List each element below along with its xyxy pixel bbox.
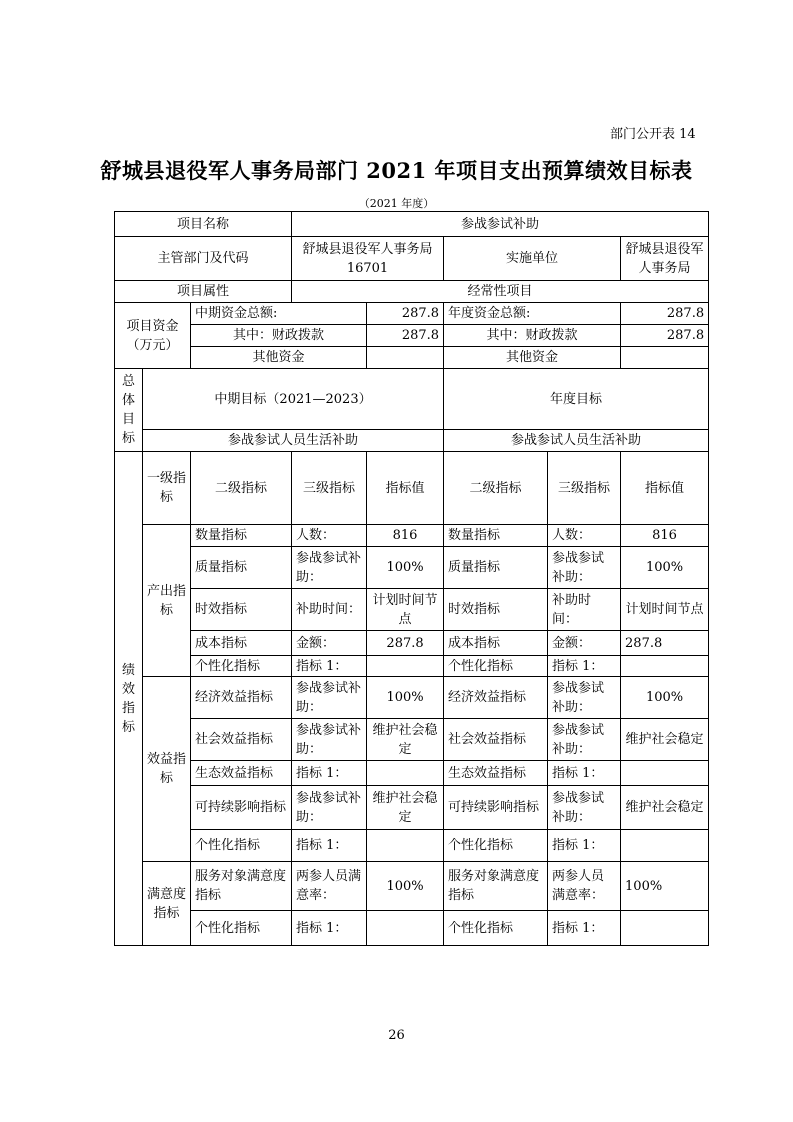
satisfaction-group-label: 满意度指标 bbox=[143, 862, 191, 946]
mid-goal-text: 参战参试人员生活补助 bbox=[143, 430, 444, 452]
table-row-l3: 金额： bbox=[292, 631, 367, 656]
table-row-value: 计划时间节点 bbox=[367, 589, 444, 631]
table-row-yl2: 可持续影响指标 bbox=[444, 786, 548, 830]
table-row-l3: 指标 1： bbox=[292, 911, 367, 946]
table-row-l2: 服务对象满意度指标 bbox=[191, 862, 292, 911]
table-row-value: 100% bbox=[367, 677, 444, 719]
table-row-yl2: 个性化指标 bbox=[444, 911, 548, 946]
table-row-yl3: 补助时间： bbox=[548, 589, 621, 631]
table-row-yvalue: 100% bbox=[621, 862, 709, 911]
table-row-value: 287.8 bbox=[367, 631, 444, 656]
table-row-value: 100% bbox=[367, 862, 444, 911]
table-row-yl3: 参战参试补助： bbox=[548, 786, 621, 830]
page-number: 26 bbox=[388, 1028, 405, 1043]
table-row-yvalue bbox=[621, 656, 709, 677]
mid-total-label: 中期资金总额: bbox=[191, 303, 367, 325]
project-name-value: 参战参试补助 bbox=[292, 212, 709, 237]
table-row-l3: 参战参试补助： bbox=[292, 547, 367, 589]
table-row-yl2: 社会效益指标 bbox=[444, 719, 548, 761]
performance-target-table bbox=[114, 211, 709, 946]
table-row-yl3: 指标 1： bbox=[548, 761, 621, 786]
header-value-mid: 指标值 bbox=[367, 452, 444, 525]
table-row-l2: 可持续影响指标 bbox=[191, 786, 292, 830]
table-row-value bbox=[367, 911, 444, 946]
page-subtitle: （2021 年度） bbox=[358, 197, 435, 210]
table-row-l3: 补助时间： bbox=[292, 589, 367, 631]
year-goal-text: 参战参试人员生活补助 bbox=[444, 430, 709, 452]
mid-other-value bbox=[367, 347, 444, 369]
overall-goal-label: 总体目标 bbox=[115, 369, 143, 452]
table-row-yl3: 指标 1： bbox=[548, 656, 621, 677]
table-row-l3: 参战参试补助： bbox=[292, 719, 367, 761]
mid-fiscal-value: 287.8 bbox=[367, 325, 444, 347]
attr-label: 项目属性 bbox=[115, 281, 292, 303]
table-row-yvalue bbox=[621, 761, 709, 786]
table-row-yvalue: 维护社会稳定 bbox=[621, 786, 709, 830]
year-total-value: 287.8 bbox=[621, 303, 709, 325]
table-row-yl3: 指标 1： bbox=[548, 911, 621, 946]
impl-label: 实施单位 bbox=[444, 237, 621, 281]
table-row-yl3: 指标 1： bbox=[548, 830, 621, 862]
table-row-yvalue: 100% bbox=[621, 547, 709, 589]
year-goal-header: 年度目标 bbox=[444, 369, 709, 430]
table-row-value: 816 bbox=[367, 525, 444, 547]
table-row-yl2: 个性化指标 bbox=[444, 656, 548, 677]
table-row-yl3: 参战参试补助： bbox=[548, 547, 621, 589]
mid-total-value: 287.8 bbox=[367, 303, 444, 325]
fund-label: 项目资金（万元） bbox=[115, 303, 191, 369]
table-row-yl3: 参战参试补助： bbox=[548, 677, 621, 719]
table-row-yl2: 生态效益指标 bbox=[444, 761, 548, 786]
table-row-l2: 经济效益指标 bbox=[191, 677, 292, 719]
table-row-l3: 指标 1： bbox=[292, 761, 367, 786]
table-row-yl2: 个性化指标 bbox=[444, 830, 548, 862]
table-row-yl2: 成本指标 bbox=[444, 631, 548, 656]
mid-fiscal-label: 其中：财政拨款 bbox=[191, 325, 367, 347]
year-total-label: 年度资金总额: bbox=[444, 303, 621, 325]
table-row-l3: 指标 1： bbox=[292, 656, 367, 677]
table-row-yvalue bbox=[621, 830, 709, 862]
table-row-l2: 质量指标 bbox=[191, 547, 292, 589]
table-row-value bbox=[367, 656, 444, 677]
header-level3-year: 三级指标 bbox=[548, 452, 621, 525]
table-row-yl2: 质量指标 bbox=[444, 547, 548, 589]
dept-label: 主管部门及代码 bbox=[115, 237, 292, 281]
mid-goal-header: 中期目标（2021—2023） bbox=[143, 369, 444, 430]
table-row-value: 维护社会稳定 bbox=[367, 719, 444, 761]
table-row-yl2: 时效指标 bbox=[444, 589, 548, 631]
impl-value: 舒城县退役军人事务局 bbox=[621, 237, 709, 281]
project-name-label: 项目名称 bbox=[115, 212, 292, 237]
table-row-value bbox=[367, 761, 444, 786]
table-row-yvalue: 计划时间节点 bbox=[621, 589, 709, 631]
header-level2-year: 二级指标 bbox=[444, 452, 548, 525]
table-row-yl3: 人数： bbox=[548, 525, 621, 547]
table-row-l3: 参战参试补助： bbox=[292, 786, 367, 830]
output-group-label: 产出指标 bbox=[143, 525, 191, 677]
header-level1: 一级指标 bbox=[143, 452, 191, 525]
table-row-yvalue: 维护社会稳定 bbox=[621, 719, 709, 761]
dept-value: 舒城县退役军人事务局 16701 bbox=[292, 237, 444, 281]
header-level3-mid: 三级指标 bbox=[292, 452, 367, 525]
table-row-l2: 生态效益指标 bbox=[191, 761, 292, 786]
year-fiscal-label: 其中：财政拨款 bbox=[444, 325, 621, 347]
table-row-l2: 成本指标 bbox=[191, 631, 292, 656]
table-row-yl3: 金额： bbox=[548, 631, 621, 656]
table-row-l3: 参战参试补助： bbox=[292, 677, 367, 719]
year-other-label: 其他资金 bbox=[444, 347, 621, 369]
table-row-yl2: 服务对象满意度指标 bbox=[444, 862, 548, 911]
table-row-yvalue: 100% bbox=[621, 677, 709, 719]
page-title: 舒城县退役军人事务局部门 2021 年项目支出预算绩效目标表 bbox=[100, 158, 693, 183]
table-row-l2: 社会效益指标 bbox=[191, 719, 292, 761]
table-row-value bbox=[367, 830, 444, 862]
page-tag: 部门公开表 14 bbox=[610, 127, 696, 142]
attr-value: 经常性项目 bbox=[292, 281, 709, 303]
benefit-group-label: 效益指标 bbox=[143, 677, 191, 862]
table-row-l2: 时效指标 bbox=[191, 589, 292, 631]
table-row-l2: 个性化指标 bbox=[191, 830, 292, 862]
table-row-l3: 两参人员满意率： bbox=[292, 862, 367, 911]
perf-indicator-label: 绩效指标 bbox=[115, 452, 143, 946]
mid-other-label: 其他资金 bbox=[191, 347, 367, 369]
table-row-value: 100% bbox=[367, 547, 444, 589]
table-row-yvalue: 816 bbox=[621, 525, 709, 547]
table-row-l3: 人数： bbox=[292, 525, 367, 547]
table-row-l3: 指标 1： bbox=[292, 830, 367, 862]
year-fiscal-value: 287.8 bbox=[621, 325, 709, 347]
year-other-value bbox=[621, 347, 709, 369]
table-row-l2: 个性化指标 bbox=[191, 911, 292, 946]
table-row-l2: 数量指标 bbox=[191, 525, 292, 547]
table-row-yl3: 两参人员满意率： bbox=[548, 862, 621, 911]
table-row-yl3: 参战参试补助： bbox=[548, 719, 621, 761]
table-row-yvalue: 287.8 bbox=[621, 631, 709, 656]
table-row-l2: 个性化指标 bbox=[191, 656, 292, 677]
table-row-value: 维护社会稳定 bbox=[367, 786, 444, 830]
header-value-year: 指标值 bbox=[621, 452, 709, 525]
table-row-yvalue bbox=[621, 911, 709, 946]
table-row-yl2: 经济效益指标 bbox=[444, 677, 548, 719]
table-row-yl2: 数量指标 bbox=[444, 525, 548, 547]
header-level2-mid: 二级指标 bbox=[191, 452, 292, 525]
